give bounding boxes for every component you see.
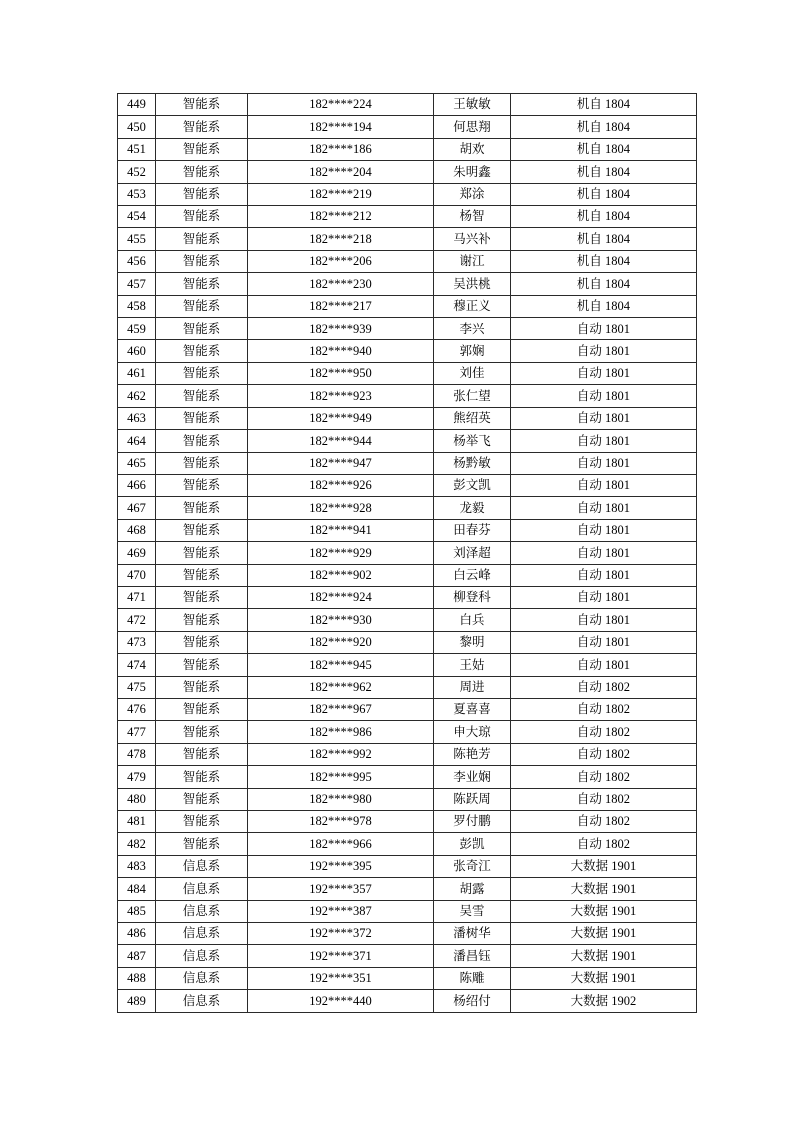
row-number-cell: 459 — [118, 318, 156, 340]
student-id-cell: 182****947 — [248, 452, 434, 474]
name-cell: 申大琼 — [434, 721, 511, 743]
table-row — [118, 676, 697, 698]
name-cell: 杨绍付 — [434, 990, 511, 1013]
student-id-cell: 182****939 — [248, 318, 434, 340]
name-cell: 郑涂 — [434, 183, 511, 205]
name-cell: 柳登科 — [434, 586, 511, 608]
department-cell: 智能系 — [156, 788, 248, 810]
class-cell: 自动 1802 — [511, 676, 697, 698]
student-roster-table — [117, 93, 697, 1013]
table-row — [118, 766, 697, 788]
name-cell: 熊绍英 — [434, 407, 511, 429]
department-cell: 智能系 — [156, 542, 248, 564]
class-cell: 大数据 1901 — [511, 878, 697, 900]
row-number-cell: 475 — [118, 676, 156, 698]
student-id-cell: 192****440 — [248, 990, 434, 1013]
department-cell: 智能系 — [156, 743, 248, 765]
name-cell: 马兴补 — [434, 228, 511, 250]
name-cell: 杨智 — [434, 206, 511, 228]
department-cell: 智能系 — [156, 430, 248, 452]
student-id-cell: 182****967 — [248, 698, 434, 720]
student-id-cell: 182****224 — [248, 94, 434, 116]
row-number-cell: 474 — [118, 654, 156, 676]
table-row — [118, 743, 697, 765]
department-cell: 信息系 — [156, 945, 248, 967]
department-cell: 智能系 — [156, 116, 248, 138]
name-cell: 陈跃周 — [434, 788, 511, 810]
row-number-cell: 489 — [118, 990, 156, 1013]
name-cell: 何思翔 — [434, 116, 511, 138]
student-id-cell: 182****986 — [248, 721, 434, 743]
department-cell: 智能系 — [156, 183, 248, 205]
student-id-cell: 182****944 — [248, 430, 434, 452]
department-cell: 智能系 — [156, 340, 248, 362]
row-number-cell: 480 — [118, 788, 156, 810]
class-cell: 自动 1801 — [511, 631, 697, 653]
student-id-cell: 182****941 — [248, 519, 434, 541]
class-cell: 自动 1802 — [511, 721, 697, 743]
class-cell: 自动 1801 — [511, 318, 697, 340]
student-id-cell: 182****978 — [248, 811, 434, 833]
class-cell: 自动 1801 — [511, 497, 697, 519]
row-number-cell: 464 — [118, 430, 156, 452]
department-cell: 信息系 — [156, 900, 248, 922]
table-row — [118, 721, 697, 743]
name-cell: 吴雪 — [434, 900, 511, 922]
row-number-cell: 477 — [118, 721, 156, 743]
name-cell: 彭凯 — [434, 833, 511, 855]
department-cell: 智能系 — [156, 318, 248, 340]
table-row — [118, 945, 697, 967]
department-cell: 智能系 — [156, 94, 248, 116]
name-cell: 白兵 — [434, 609, 511, 631]
class-cell: 自动 1801 — [511, 452, 697, 474]
name-cell: 吴洪桃 — [434, 273, 511, 295]
table-row — [118, 474, 697, 496]
name-cell: 王姑 — [434, 654, 511, 676]
table-row — [118, 430, 697, 452]
class-cell: 机自 1804 — [511, 295, 697, 317]
row-number-cell: 461 — [118, 362, 156, 384]
student-id-cell: 182****230 — [248, 273, 434, 295]
name-cell: 谢江 — [434, 250, 511, 272]
department-cell: 信息系 — [156, 878, 248, 900]
row-number-cell: 476 — [118, 698, 156, 720]
row-number-cell: 488 — [118, 967, 156, 989]
student-id-cell: 192****395 — [248, 855, 434, 877]
table-row — [118, 519, 697, 541]
table-row — [118, 609, 697, 631]
row-number-cell: 454 — [118, 206, 156, 228]
name-cell: 龙毅 — [434, 497, 511, 519]
student-id-cell: 182****980 — [248, 788, 434, 810]
department-cell: 智能系 — [156, 474, 248, 496]
department-cell: 智能系 — [156, 564, 248, 586]
table-row — [118, 295, 697, 317]
name-cell: 郭娴 — [434, 340, 511, 362]
row-number-cell: 456 — [118, 250, 156, 272]
department-cell: 智能系 — [156, 811, 248, 833]
row-number-cell: 463 — [118, 407, 156, 429]
table-row — [118, 116, 697, 138]
name-cell: 田春芬 — [434, 519, 511, 541]
name-cell: 陈雕 — [434, 967, 511, 989]
table-row — [118, 452, 697, 474]
department-cell: 智能系 — [156, 385, 248, 407]
row-number-cell: 485 — [118, 900, 156, 922]
department-cell: 信息系 — [156, 967, 248, 989]
class-cell: 机自 1804 — [511, 250, 697, 272]
name-cell: 夏喜喜 — [434, 698, 511, 720]
department-cell: 智能系 — [156, 497, 248, 519]
row-number-cell: 470 — [118, 564, 156, 586]
class-cell: 大数据 1901 — [511, 945, 697, 967]
table-row — [118, 586, 697, 608]
class-cell: 大数据 1902 — [511, 990, 697, 1013]
student-id-cell: 192****387 — [248, 900, 434, 922]
student-id-cell: 182****212 — [248, 206, 434, 228]
class-cell: 大数据 1901 — [511, 900, 697, 922]
class-cell: 自动 1801 — [511, 407, 697, 429]
table-row — [118, 631, 697, 653]
name-cell: 杨举飞 — [434, 430, 511, 452]
department-cell: 智能系 — [156, 138, 248, 160]
table-row — [118, 206, 697, 228]
department-cell: 智能系 — [156, 676, 248, 698]
row-number-cell: 483 — [118, 855, 156, 877]
row-number-cell: 455 — [118, 228, 156, 250]
class-cell: 自动 1801 — [511, 519, 697, 541]
name-cell: 王敏敏 — [434, 94, 511, 116]
student-id-cell: 182****966 — [248, 833, 434, 855]
name-cell: 张仁望 — [434, 385, 511, 407]
student-id-cell: 182****204 — [248, 161, 434, 183]
row-number-cell: 467 — [118, 497, 156, 519]
table-row — [118, 654, 697, 676]
department-cell: 智能系 — [156, 698, 248, 720]
row-number-cell: 482 — [118, 833, 156, 855]
class-cell: 大数据 1901 — [511, 967, 697, 989]
row-number-cell: 450 — [118, 116, 156, 138]
student-id-cell: 182****902 — [248, 564, 434, 586]
table-row — [118, 564, 697, 586]
department-cell: 智能系 — [156, 586, 248, 608]
class-cell: 自动 1801 — [511, 340, 697, 362]
student-id-cell: 192****371 — [248, 945, 434, 967]
table-row — [118, 318, 697, 340]
class-cell: 自动 1802 — [511, 788, 697, 810]
row-number-cell: 452 — [118, 161, 156, 183]
name-cell: 白云峰 — [434, 564, 511, 586]
department-cell: 信息系 — [156, 990, 248, 1013]
row-number-cell: 478 — [118, 743, 156, 765]
department-cell: 智能系 — [156, 631, 248, 653]
student-id-cell: 182****950 — [248, 362, 434, 384]
table-row — [118, 228, 697, 250]
name-cell: 朱明鑫 — [434, 161, 511, 183]
table-row — [118, 855, 697, 877]
name-cell: 罗付鹏 — [434, 811, 511, 833]
name-cell: 潘树华 — [434, 923, 511, 945]
name-cell: 周进 — [434, 676, 511, 698]
class-cell: 机自 1804 — [511, 228, 697, 250]
table-row — [118, 497, 697, 519]
class-cell: 大数据 1901 — [511, 923, 697, 945]
row-number-cell: 471 — [118, 586, 156, 608]
department-cell: 智能系 — [156, 452, 248, 474]
row-number-cell: 449 — [118, 94, 156, 116]
class-cell: 机自 1804 — [511, 273, 697, 295]
student-id-cell: 182****218 — [248, 228, 434, 250]
row-number-cell: 451 — [118, 138, 156, 160]
department-cell: 智能系 — [156, 161, 248, 183]
class-cell: 自动 1801 — [511, 542, 697, 564]
department-cell: 智能系 — [156, 766, 248, 788]
name-cell: 刘佳 — [434, 362, 511, 384]
name-cell: 张奇江 — [434, 855, 511, 877]
table-row — [118, 967, 697, 989]
student-id-cell: 182****940 — [248, 340, 434, 362]
table-row — [118, 340, 697, 362]
student-id-cell: 182****217 — [248, 295, 434, 317]
name-cell: 李业娴 — [434, 766, 511, 788]
table-row — [118, 250, 697, 272]
table-row — [118, 811, 697, 833]
row-number-cell: 468 — [118, 519, 156, 541]
department-cell: 智能系 — [156, 295, 248, 317]
class-cell: 自动 1801 — [511, 586, 697, 608]
class-cell: 自动 1801 — [511, 362, 697, 384]
department-cell: 智能系 — [156, 721, 248, 743]
student-id-cell: 182****926 — [248, 474, 434, 496]
class-cell: 机自 1804 — [511, 94, 697, 116]
class-cell: 机自 1804 — [511, 161, 697, 183]
student-id-cell: 192****351 — [248, 967, 434, 989]
student-id-cell: 182****929 — [248, 542, 434, 564]
row-number-cell: 457 — [118, 273, 156, 295]
student-id-cell: 182****186 — [248, 138, 434, 160]
student-id-cell: 182****949 — [248, 407, 434, 429]
table-row — [118, 990, 697, 1013]
student-id-cell: 182****219 — [248, 183, 434, 205]
table-row — [118, 273, 697, 295]
department-cell: 智能系 — [156, 654, 248, 676]
row-number-cell: 462 — [118, 385, 156, 407]
name-cell: 穆正义 — [434, 295, 511, 317]
department-cell: 智能系 — [156, 273, 248, 295]
table-row — [118, 183, 697, 205]
student-id-cell: 182****995 — [248, 766, 434, 788]
table-row — [118, 923, 697, 945]
class-cell: 自动 1801 — [511, 654, 697, 676]
department-cell: 智能系 — [156, 519, 248, 541]
student-id-cell: 182****930 — [248, 609, 434, 631]
row-number-cell: 469 — [118, 542, 156, 564]
class-cell: 机自 1804 — [511, 206, 697, 228]
name-cell: 刘泽超 — [434, 542, 511, 564]
department-cell: 智能系 — [156, 609, 248, 631]
table-row — [118, 900, 697, 922]
department-cell: 智能系 — [156, 250, 248, 272]
class-cell: 机自 1804 — [511, 116, 697, 138]
student-id-cell: 182****924 — [248, 586, 434, 608]
name-cell: 胡欢 — [434, 138, 511, 160]
student-id-cell: 182****194 — [248, 116, 434, 138]
table-row — [118, 94, 697, 116]
class-cell: 自动 1802 — [511, 766, 697, 788]
class-cell: 自动 1801 — [511, 474, 697, 496]
row-number-cell: 465 — [118, 452, 156, 474]
student-id-cell: 182****962 — [248, 676, 434, 698]
name-cell: 李兴 — [434, 318, 511, 340]
name-cell: 胡露 — [434, 878, 511, 900]
name-cell: 潘昌钰 — [434, 945, 511, 967]
row-number-cell: 479 — [118, 766, 156, 788]
row-number-cell: 486 — [118, 923, 156, 945]
class-cell: 自动 1802 — [511, 698, 697, 720]
class-cell: 自动 1802 — [511, 833, 697, 855]
student-id-cell: 182****945 — [248, 654, 434, 676]
table-row — [118, 161, 697, 183]
department-cell: 智能系 — [156, 833, 248, 855]
table-row — [118, 138, 697, 160]
class-cell: 自动 1801 — [511, 430, 697, 452]
class-cell: 机自 1804 — [511, 183, 697, 205]
department-cell: 智能系 — [156, 407, 248, 429]
student-id-cell: 192****372 — [248, 923, 434, 945]
row-number-cell: 458 — [118, 295, 156, 317]
class-cell: 自动 1801 — [511, 564, 697, 586]
student-table-body — [118, 94, 697, 1013]
department-cell: 智能系 — [156, 206, 248, 228]
row-number-cell: 487 — [118, 945, 156, 967]
student-id-cell: 182****992 — [248, 743, 434, 765]
class-cell: 自动 1801 — [511, 609, 697, 631]
table-row — [118, 878, 697, 900]
class-cell: 大数据 1901 — [511, 855, 697, 877]
student-id-cell: 182****206 — [248, 250, 434, 272]
student-id-cell: 182****920 — [248, 631, 434, 653]
class-cell: 机自 1804 — [511, 138, 697, 160]
table-row — [118, 542, 697, 564]
class-cell: 自动 1802 — [511, 811, 697, 833]
class-cell: 自动 1801 — [511, 385, 697, 407]
row-number-cell: 466 — [118, 474, 156, 496]
department-cell: 信息系 — [156, 923, 248, 945]
table-row — [118, 385, 697, 407]
class-cell: 自动 1802 — [511, 743, 697, 765]
row-number-cell: 472 — [118, 609, 156, 631]
table-row — [118, 788, 697, 810]
student-id-cell: 182****928 — [248, 497, 434, 519]
row-number-cell: 481 — [118, 811, 156, 833]
row-number-cell: 460 — [118, 340, 156, 362]
name-cell: 黎明 — [434, 631, 511, 653]
name-cell: 陈艳芳 — [434, 743, 511, 765]
department-cell: 智能系 — [156, 228, 248, 250]
name-cell: 彭文凯 — [434, 474, 511, 496]
table-row — [118, 362, 697, 384]
student-id-cell: 182****923 — [248, 385, 434, 407]
row-number-cell: 473 — [118, 631, 156, 653]
table-row — [118, 407, 697, 429]
student-id-cell: 192****357 — [248, 878, 434, 900]
name-cell: 杨黔敏 — [434, 452, 511, 474]
row-number-cell: 453 — [118, 183, 156, 205]
row-number-cell: 484 — [118, 878, 156, 900]
department-cell: 信息系 — [156, 855, 248, 877]
table-row — [118, 833, 697, 855]
table-row — [118, 698, 697, 720]
department-cell: 智能系 — [156, 362, 248, 384]
